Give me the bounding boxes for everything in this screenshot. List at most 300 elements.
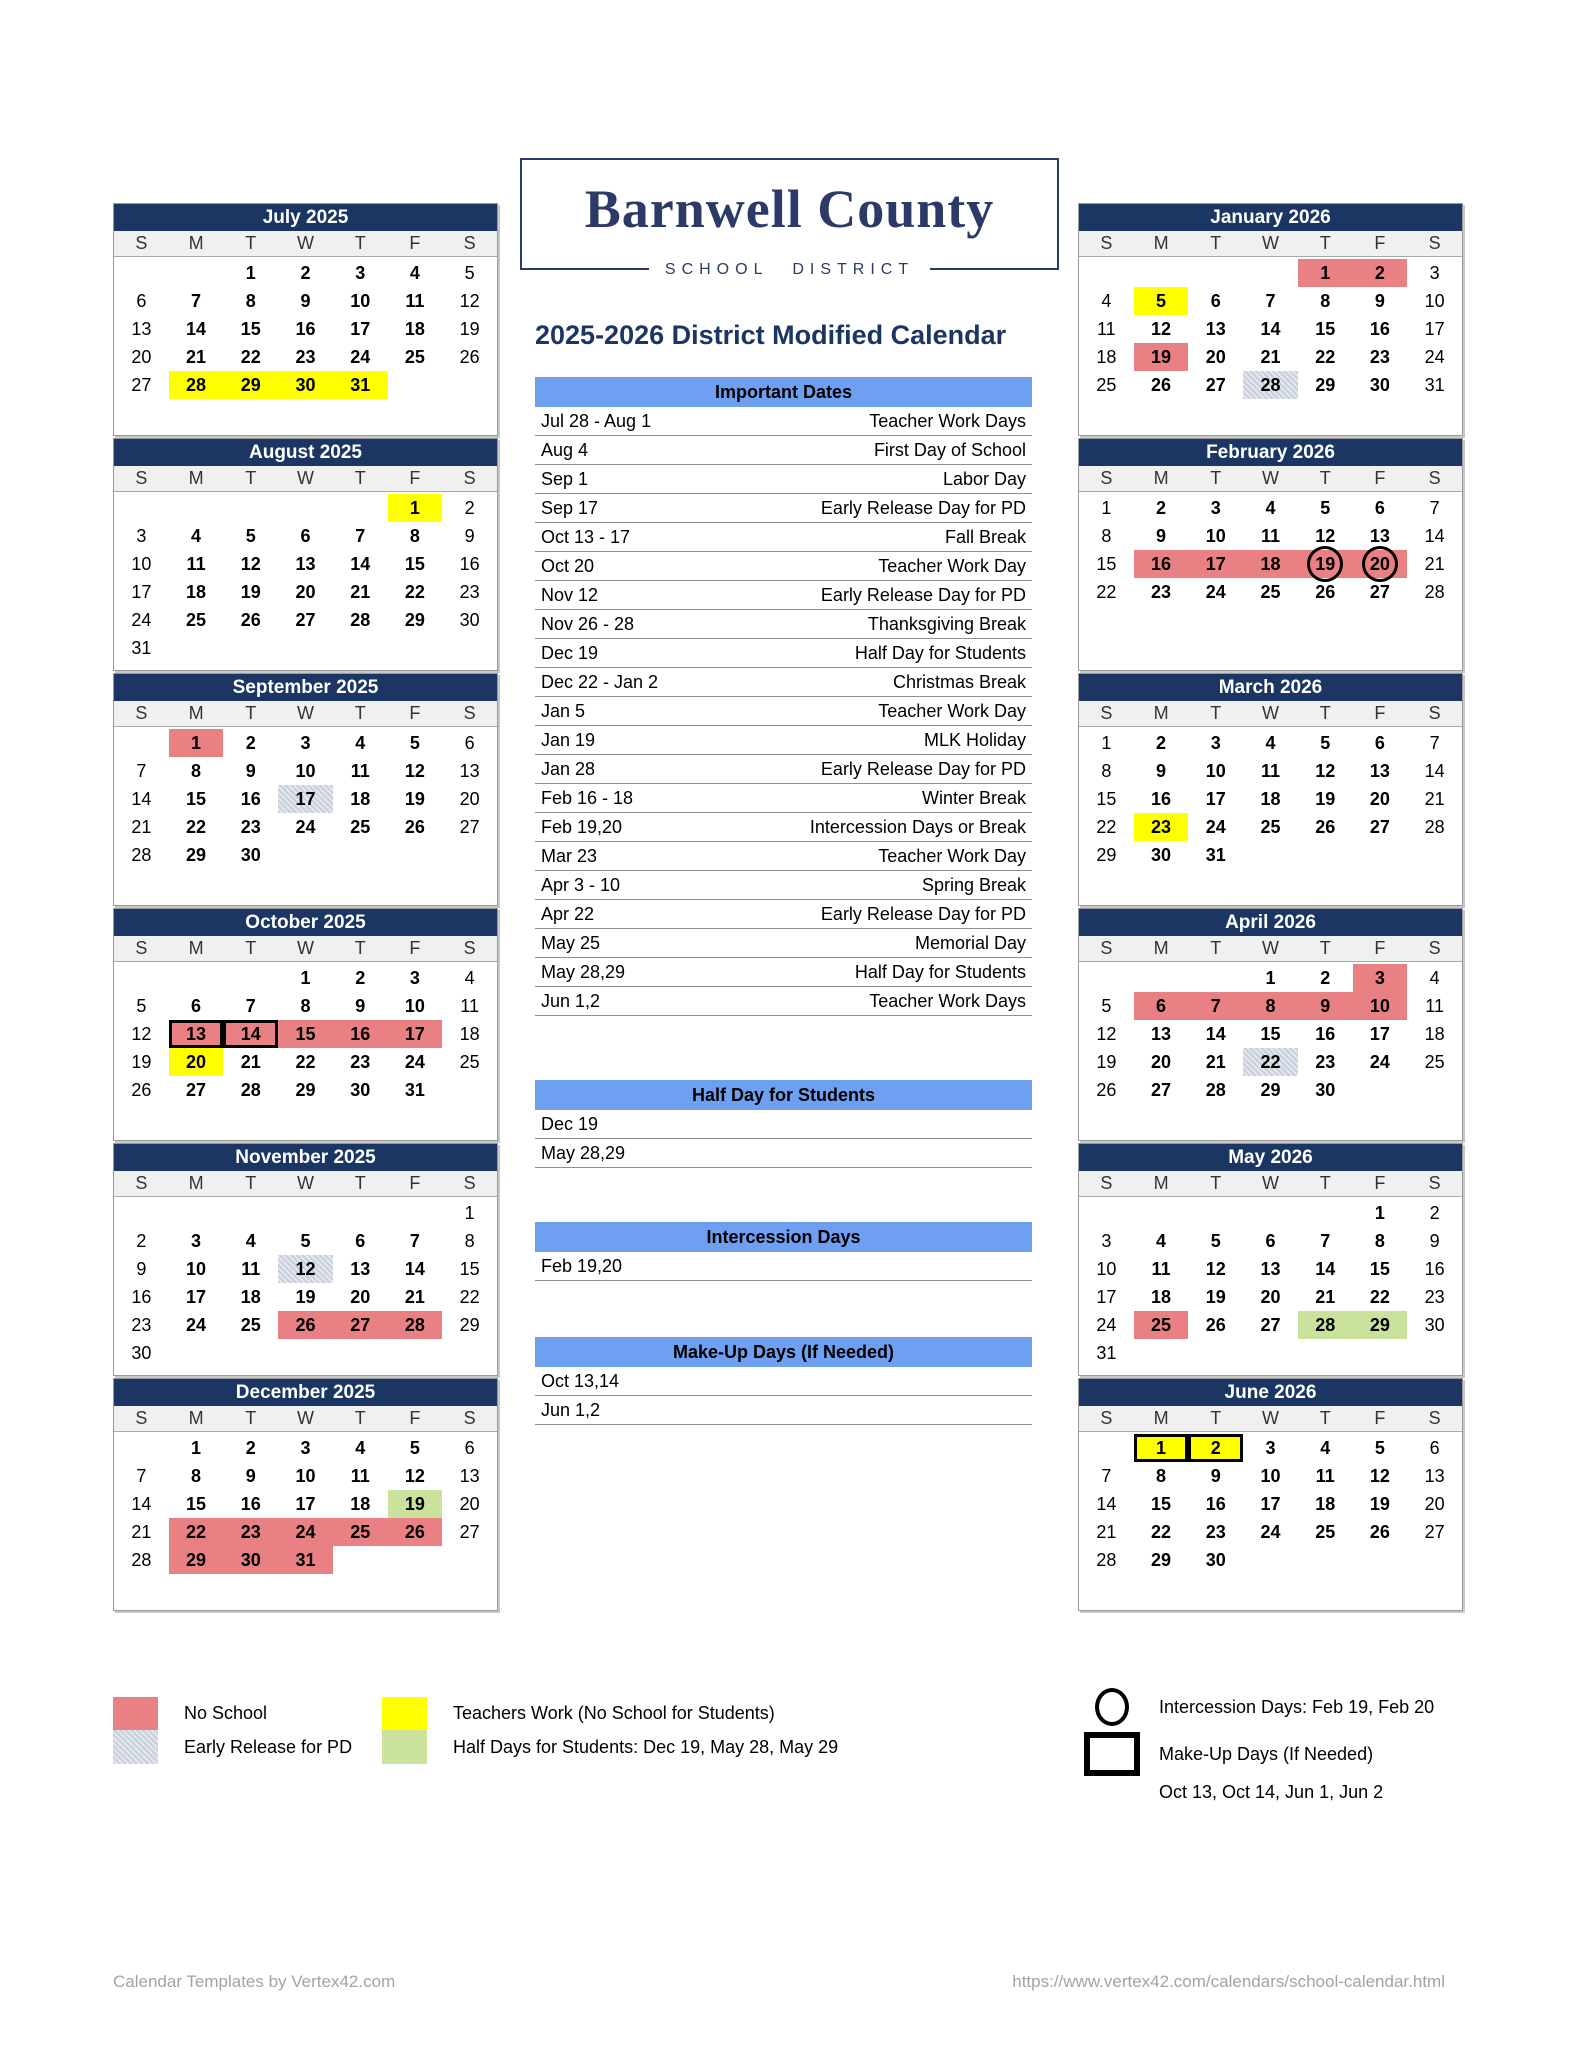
day-cell: 26 (1096, 1079, 1117, 1100)
weekday-header-row (114, 936, 497, 962)
day-cell: 4 (355, 1437, 366, 1458)
weekday-label: T (354, 1173, 366, 1193)
day-cell: 23 (1134, 813, 1189, 841)
legend-item (1083, 1688, 1434, 1726)
day-cell: 31 (333, 371, 388, 399)
weekday-label: S (1100, 233, 1113, 253)
day-cell: 10 (1260, 1465, 1281, 1486)
day-cell: 14 (350, 553, 371, 574)
legend-marks-group (1083, 1688, 1434, 1809)
half-day-row (535, 1139, 1032, 1168)
day-cell (278, 1104, 333, 1132)
day-cell (278, 869, 333, 897)
day-cell: 15 (1151, 1493, 1172, 1514)
row-date: Oct 20 (541, 555, 595, 576)
day-cell (388, 869, 443, 897)
day-cell (114, 399, 169, 427)
day-cell: 12 (1315, 525, 1336, 546)
day-cell (1353, 606, 1408, 634)
day-cell: 18 (1260, 788, 1281, 809)
day-cell: 16 (131, 1286, 152, 1307)
day-cell: 29 (186, 844, 207, 865)
legend-label: Intercession Days: Feb 19, Feb 20 (1159, 1696, 1435, 1717)
day-cell: 19 (1134, 343, 1189, 371)
day-cell: 3 (136, 525, 147, 546)
important-date-row (535, 755, 1032, 784)
day-cell: 2 (1353, 259, 1408, 287)
important-date-row (535, 929, 1032, 958)
day-cell (1243, 399, 1298, 427)
row-label: Early Release Day for PD (820, 903, 1026, 924)
weekday-label: T (1319, 233, 1331, 253)
day-cell: 12 (1096, 1023, 1117, 1044)
day-grid (114, 962, 497, 1132)
day-cell: 5 (1101, 995, 1112, 1016)
day-cell (1407, 1574, 1462, 1602)
day-cell: 16 (333, 1020, 388, 1048)
day-cell (1188, 399, 1243, 427)
day-cell: 20 (459, 1493, 480, 1514)
day-cell: 10 (1096, 1258, 1117, 1279)
day-cell: 28 (350, 609, 371, 630)
row-date: Sep 17 (541, 497, 599, 518)
day-cell (442, 634, 497, 662)
day-cell (1243, 1104, 1298, 1132)
day-cell (1134, 399, 1189, 427)
day-cell: 19 (1315, 788, 1336, 809)
day-cell: 9 (1156, 525, 1167, 546)
day-cell: 22 (186, 816, 207, 837)
day-cell (442, 1546, 497, 1574)
day-cell: 11 (460, 995, 479, 1016)
day-cell: 25 (333, 1518, 388, 1546)
day-cell: 16 (1205, 1493, 1226, 1514)
day-cell: 23 (1151, 581, 1172, 602)
day-cell (114, 1574, 169, 1602)
day-cell (1407, 1546, 1462, 1574)
month-title: June 2026 (1079, 1379, 1462, 1406)
day-cell: 10 (186, 1258, 207, 1279)
important-date-row (535, 465, 1032, 494)
legend-label: Half Days for Students: Dec 19, May 28, May 29 (453, 1736, 839, 1757)
day-cell: 8 (245, 290, 256, 311)
day-cell: 22 (1243, 1048, 1298, 1076)
day-cell (278, 399, 333, 427)
day-cell (1079, 1199, 1134, 1227)
intercession-section (535, 1222, 1032, 1281)
district-subtitle: SCHOOL DISTRICT (522, 261, 1057, 279)
day-cell (1298, 1199, 1353, 1227)
day-cell: 16 (1369, 318, 1390, 339)
day-cell: 30 (1369, 374, 1390, 395)
day-cell (1407, 869, 1462, 897)
day-cell (278, 634, 333, 662)
day-cell: 1 (169, 729, 224, 757)
weekday-label: W (296, 1408, 314, 1428)
day-cell (333, 1574, 388, 1602)
row-date: May 28,29 (541, 961, 626, 982)
day-cell: 26 (388, 1518, 443, 1546)
day-cell: 23 (350, 1051, 371, 1072)
day-cell: 6 (1374, 732, 1385, 753)
weekday-label: T (245, 938, 257, 958)
day-cell (169, 634, 224, 662)
day-cell (388, 1104, 443, 1132)
day-cell: 3 (1429, 262, 1440, 283)
month-calendar (1078, 1378, 1463, 1611)
day-cell: 17 (295, 1493, 316, 1514)
legend-item (382, 1730, 838, 1764)
day-cell: 14 (131, 1493, 152, 1514)
day-cell: 22 (1315, 346, 1336, 367)
weekday-label: W (1261, 468, 1279, 488)
weekday-label: S (1428, 1408, 1441, 1428)
day-cell: 21 (404, 1286, 425, 1307)
day-cell: 30 (1315, 1079, 1336, 1100)
day-cell: 8 (191, 1465, 202, 1486)
day-cell (442, 1076, 497, 1104)
day-cell: 30 (1424, 1314, 1445, 1335)
weekday-header-row (114, 231, 497, 257)
month-title: April 2026 (1079, 909, 1462, 936)
day-cell: 19 (459, 318, 480, 339)
day-cell: 4 (1265, 732, 1276, 753)
weekday-label: S (463, 233, 476, 253)
day-cell (1243, 1339, 1298, 1367)
important-date-row (535, 813, 1032, 842)
day-cell (388, 371, 443, 399)
month-title: February 2026 (1079, 439, 1462, 466)
day-cell: 18 (459, 1023, 480, 1044)
day-cell (1079, 964, 1134, 992)
day-cell: 11 (1260, 760, 1280, 781)
day-cell (114, 494, 169, 522)
day-cell: 16 (1424, 1258, 1445, 1279)
intercession-circle-icon (1095, 1688, 1129, 1726)
day-cell: 2 (1429, 1202, 1440, 1223)
row-date: Aug 4 (541, 439, 589, 460)
day-cell: 20 (1424, 1493, 1445, 1514)
day-cell: 25 (350, 816, 371, 837)
makeup-square-icon (1084, 1732, 1140, 1776)
row-label: Thanksgiving Break (867, 613, 1026, 634)
day-cell: 7 (1188, 992, 1243, 1020)
day-cell: 11 (1315, 1465, 1335, 1486)
day-cell: 28 (1424, 816, 1445, 837)
day-cell: 8 (1101, 525, 1112, 546)
day-cell: 4 (1101, 290, 1112, 311)
important-date-row (535, 581, 1032, 610)
day-cell: 3 (1265, 1437, 1276, 1458)
day-cell: 7 (245, 995, 256, 1016)
weekday-label: M (188, 468, 204, 488)
day-cell (1134, 606, 1189, 634)
day-cell: 26 (1205, 1314, 1226, 1335)
day-cell: 13 (1369, 525, 1390, 546)
day-cell: 6 (1134, 992, 1189, 1020)
day-cell (1188, 1199, 1243, 1227)
month-calendar (1078, 908, 1463, 1141)
day-cell (1134, 634, 1189, 662)
day-cell: 16 (240, 1493, 261, 1514)
day-cell: 28 (240, 1079, 261, 1100)
day-cell (1243, 841, 1298, 869)
day-cell: 27 (186, 1079, 207, 1100)
day-cell (1188, 1339, 1243, 1367)
day-cell: 7 (136, 1465, 147, 1486)
day-cell: 12 (459, 290, 480, 311)
row-date: Jan 19 (541, 729, 596, 750)
weekday-label: T (1210, 233, 1222, 253)
footer-credit: Calendar Templates by Vertex42.com (113, 1972, 396, 1991)
day-cell: 21 (350, 581, 371, 602)
day-cell (333, 634, 388, 662)
day-cell: 31 (1424, 374, 1445, 395)
day-cell: 13 (350, 1258, 371, 1279)
month-calendar (1078, 673, 1463, 906)
day-cell: 7 (1101, 1465, 1112, 1486)
day-cell (278, 494, 333, 522)
day-cell: 18 (1243, 550, 1298, 578)
day-cell: 20 (169, 1048, 224, 1076)
legend-item (113, 1697, 352, 1730)
day-cell: 18 (1151, 1286, 1172, 1307)
day-cell: 2 (300, 262, 311, 283)
day-cell (442, 1104, 497, 1132)
day-cell: 22 (1369, 1286, 1390, 1307)
day-cell: 20 (1353, 550, 1408, 578)
month-calendar (113, 908, 498, 1141)
important-date-row (535, 987, 1032, 1016)
day-cell (169, 259, 224, 287)
day-cell: 18 (1424, 1023, 1445, 1044)
row-date: Sep 1 (541, 468, 589, 489)
day-cell (388, 399, 443, 427)
weekday-label: T (1210, 1408, 1222, 1428)
day-cell: 26 (1369, 1521, 1390, 1542)
row-label: Fall Break (944, 526, 1026, 547)
day-cell (1407, 1104, 1462, 1132)
weekday-label: S (135, 938, 148, 958)
day-cell: 30 (459, 609, 480, 630)
day-cell: 19 (295, 1286, 316, 1307)
day-cell: 9 (464, 525, 475, 546)
day-cell: 6 (191, 995, 202, 1016)
month-title: July 2025 (114, 204, 497, 231)
important-date-row (535, 668, 1032, 697)
day-cell: 17 (186, 1286, 207, 1307)
day-cell: 27 (131, 374, 152, 395)
important-date-row (535, 900, 1032, 929)
day-cell: 3 (409, 967, 420, 988)
day-cell: 7 (355, 525, 366, 546)
day-cell: 15 (459, 1258, 480, 1279)
day-cell: 9 (245, 1465, 256, 1486)
day-cell (114, 869, 169, 897)
day-cell (1298, 841, 1353, 869)
day-cell (223, 399, 278, 427)
day-cell: 7 (409, 1230, 420, 1251)
day-cell: 10 (1205, 760, 1226, 781)
day-cell: 3 (191, 1230, 202, 1251)
weekday-label: S (1100, 1173, 1113, 1193)
day-cell (1407, 634, 1462, 662)
day-cell: 26 (1315, 816, 1336, 837)
day-cell: 29 (223, 371, 278, 399)
weekday-label: T (245, 703, 257, 723)
day-cell: 23 (1205, 1521, 1226, 1542)
day-cell (1079, 259, 1134, 287)
day-cell: 24 (1096, 1314, 1117, 1335)
day-cell: 31 (1096, 1342, 1117, 1363)
month-title: August 2025 (114, 439, 497, 466)
month-calendar (113, 438, 498, 671)
day-cell: 4 (464, 967, 475, 988)
day-cell: 2 (136, 1230, 147, 1251)
day-cell: 3 (1353, 964, 1408, 992)
day-cell: 9 (1298, 992, 1353, 1020)
row-label: Christmas Break (892, 671, 1026, 692)
month-title: May 2026 (1079, 1144, 1462, 1171)
day-cell: 20 (459, 788, 480, 809)
day-cell: 5 (300, 1230, 311, 1251)
important-date-row (535, 552, 1032, 581)
day-grid (1079, 962, 1462, 1132)
day-cell: 26 (1151, 374, 1172, 395)
day-cell: 26 (278, 1311, 333, 1339)
weekday-label: T (1319, 703, 1331, 723)
day-cell: 14 (404, 1258, 425, 1279)
weekday-label: M (1153, 938, 1169, 958)
day-cell (278, 841, 333, 869)
day-cell (1079, 869, 1134, 897)
weekday-label: W (296, 938, 314, 958)
weekday-label: T (354, 468, 366, 488)
day-cell: 11 (1151, 1258, 1171, 1279)
day-cell: 5 (409, 1437, 420, 1458)
day-cell: 15 (404, 553, 425, 574)
day-cell: 22 (295, 1051, 316, 1072)
day-cell (388, 1199, 443, 1227)
weekday-label: W (296, 233, 314, 253)
day-cell (1188, 259, 1243, 287)
day-cell (114, 1104, 169, 1132)
day-cell: 15 (186, 788, 207, 809)
day-cell (1298, 1104, 1353, 1132)
day-cell: 27 (1260, 1314, 1281, 1335)
day-cell: 18 (350, 1493, 371, 1514)
day-cell: 7 (1429, 497, 1440, 518)
day-cell (169, 399, 224, 427)
day-cell (1134, 1199, 1189, 1227)
day-cell: 28 (131, 1549, 152, 1570)
day-cell: 7 (1265, 290, 1276, 311)
weekday-label: M (1153, 233, 1169, 253)
row-date: Nov 26 - 28 (541, 613, 635, 634)
weekday-label: W (296, 468, 314, 488)
day-cell (1243, 869, 1298, 897)
day-cell (1407, 841, 1462, 869)
day-cell: 16 (240, 788, 261, 809)
row-date: Mar 23 (541, 845, 598, 866)
weekday-label: T (1210, 468, 1222, 488)
day-cell (1407, 399, 1462, 427)
day-cell: 5 (245, 525, 256, 546)
day-cell: 24 (404, 1051, 425, 1072)
weekday-header-row (114, 1406, 497, 1432)
day-cell (333, 1104, 388, 1132)
day-cell (1134, 1104, 1189, 1132)
legend-label: Oct 13, Oct 14, Jun 1, Jun 2 (1159, 1782, 1384, 1802)
day-cell (442, 399, 497, 427)
day-cell: 6 (1374, 497, 1385, 518)
day-grid (1079, 727, 1462, 897)
row-label: Half Day for Students (854, 961, 1026, 982)
section-header: Half Day for Students (535, 1080, 1032, 1110)
day-cell (223, 634, 278, 662)
day-cell (278, 1339, 333, 1367)
day-cell: 28 (169, 371, 224, 399)
weekday-label: S (463, 703, 476, 723)
day-cell (114, 729, 169, 757)
day-cell: 3 (300, 732, 311, 753)
day-cell: 5 (136, 995, 147, 1016)
day-cell: 2 (1156, 497, 1167, 518)
day-cell: 21 (1096, 1521, 1117, 1542)
day-cell: 23 (1315, 1051, 1336, 1072)
day-cell: 8 (300, 995, 311, 1016)
day-cell: 16 (295, 318, 316, 339)
month-calendar (113, 1143, 498, 1376)
weekday-label: T (245, 1173, 257, 1193)
day-cell (1407, 1076, 1462, 1104)
important-date-row (535, 842, 1032, 871)
day-cell: 4 (1156, 1230, 1167, 1251)
makeup-day-row (535, 1367, 1032, 1396)
day-cell: 13 (459, 760, 480, 781)
day-cell: 5 (1134, 287, 1189, 315)
day-cell: 30 (350, 1079, 371, 1100)
day-cell: 8 (409, 525, 420, 546)
day-cell (169, 1574, 224, 1602)
weekday-label: T (245, 1408, 257, 1428)
day-cell: 9 (355, 995, 366, 1016)
day-cell: 5 (409, 732, 420, 753)
day-cell: 2 (1156, 732, 1167, 753)
day-cell: 28 (1243, 371, 1298, 399)
day-cell: 14 (1096, 1493, 1117, 1514)
month-calendar (113, 1378, 498, 1611)
day-cell: 2 (464, 497, 475, 518)
day-cell: 30 (278, 371, 333, 399)
day-cell (169, 1199, 224, 1227)
day-cell: 20 (350, 1286, 371, 1307)
day-cell: 27 (1151, 1079, 1172, 1100)
day-cell: 29 (1096, 844, 1117, 865)
day-cell: 29 (404, 609, 425, 630)
important-date-row (535, 871, 1032, 900)
day-cell: 1 (191, 1437, 202, 1458)
row-label: Teacher Work Day (878, 845, 1026, 866)
day-cell: 25 (404, 346, 425, 367)
row-label: Early Release Day for PD (820, 497, 1026, 518)
day-cell: 6 (464, 732, 475, 753)
day-cell (1243, 1199, 1298, 1227)
weekday-label: T (1210, 703, 1222, 723)
day-cell: 14 (1205, 1023, 1226, 1044)
legend-label: Teachers Work (No School for Students) (453, 1703, 775, 1723)
day-cell: 11 (350, 1465, 370, 1486)
